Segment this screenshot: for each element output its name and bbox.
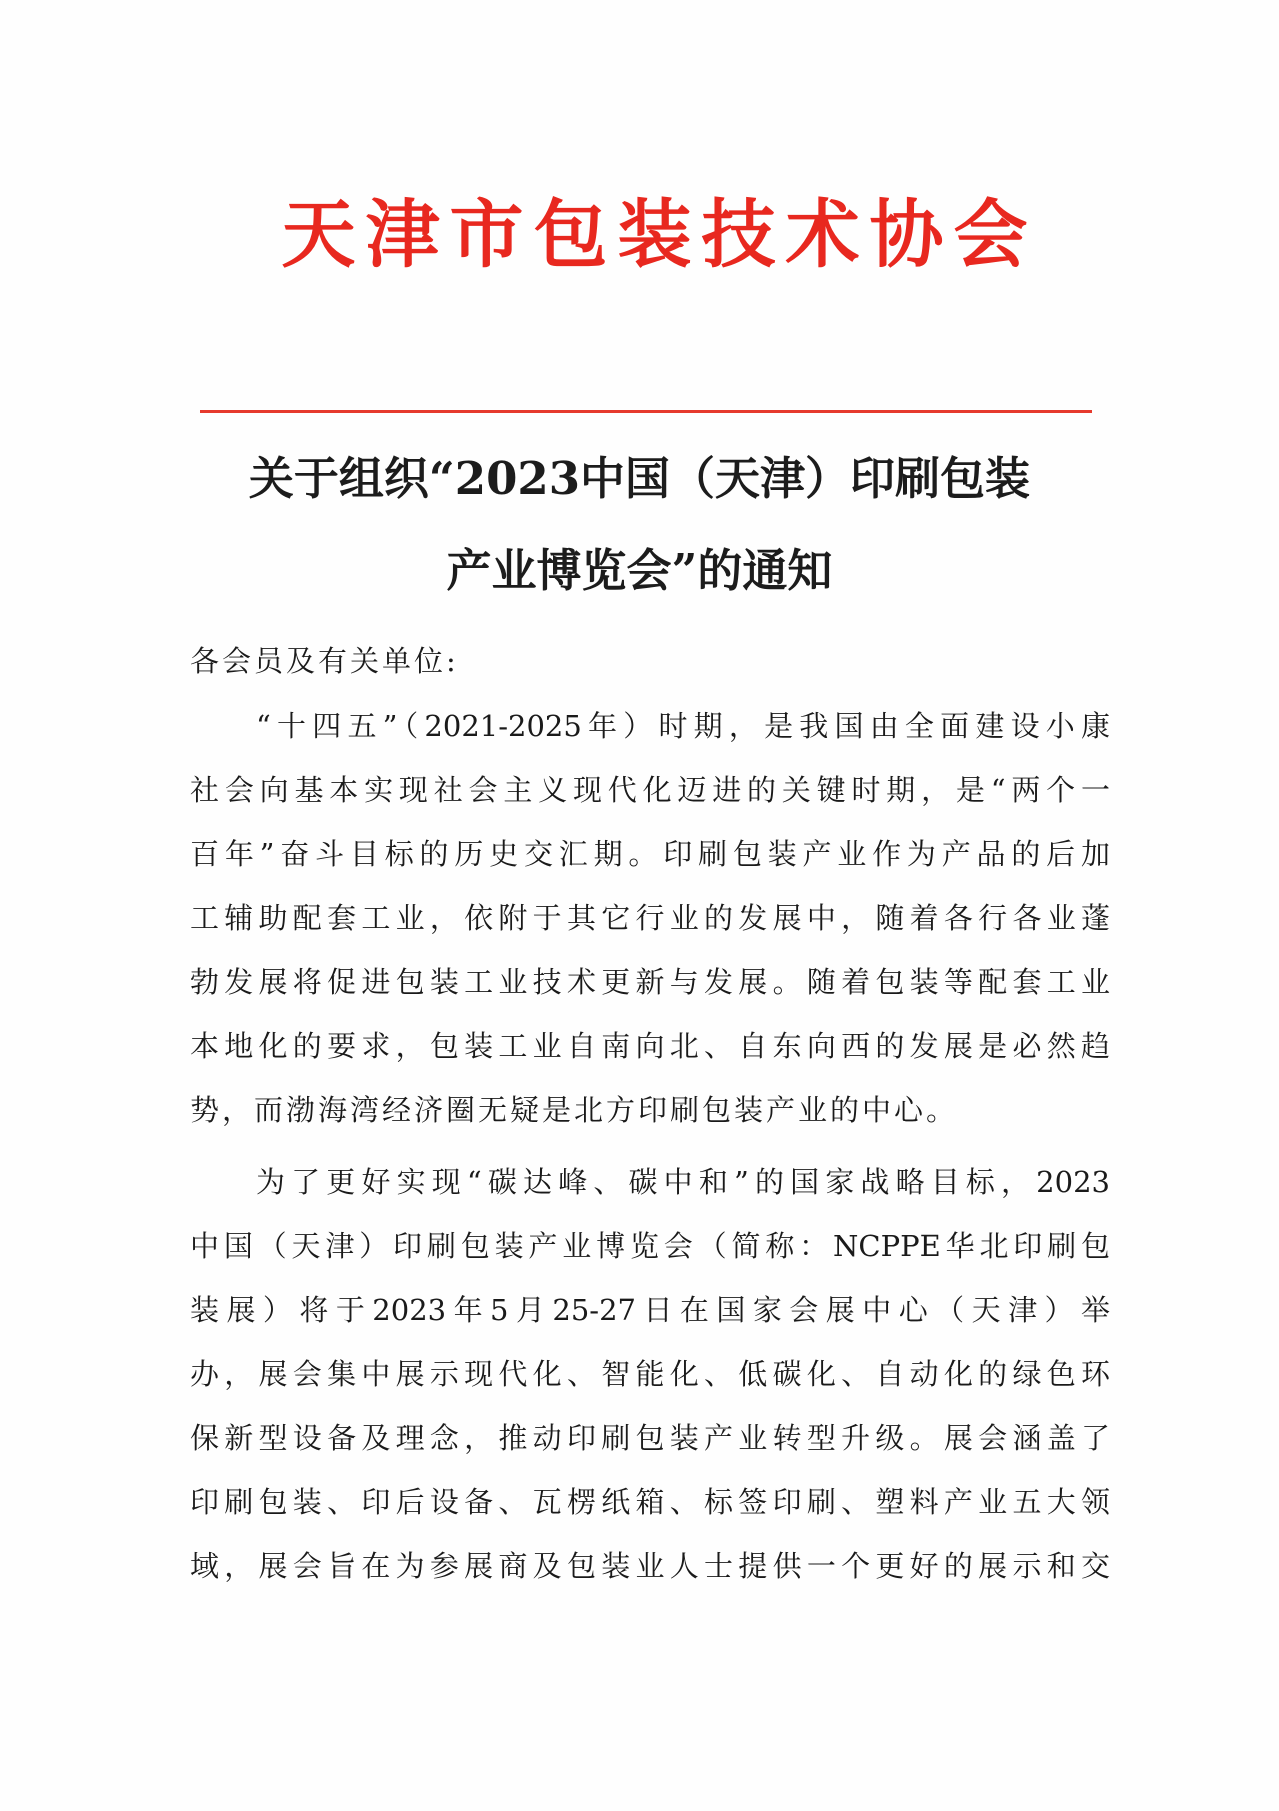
paragraph-2-line-7: 域，展会旨在为参展商及包装业人士提供一个更好的展示和交 bbox=[190, 1549, 1110, 1583]
letterhead-title: 天津市包装技术协会 bbox=[281, 192, 1038, 278]
letterhead-divider bbox=[200, 410, 1092, 413]
paragraph-1-line-3: 百年”奋斗目标的历史交汇期。印刷包装产业作为产品的后加 bbox=[190, 837, 1110, 871]
paragraph-2-line-2: 中国（天津）印刷包装产业博览会（简称：NCPPE华北印刷包 bbox=[190, 1229, 1110, 1263]
salutation: 各会员及有关单位: bbox=[190, 644, 459, 678]
paragraph-1-line-6: 本地化的要求，包装工业自南向北、自东向西的发展是必然趋 bbox=[190, 1029, 1110, 1063]
paragraph-1-line-5: 勃发展将促进包装工业技术更新与发展。随着包装等配套工业 bbox=[190, 965, 1110, 999]
paragraph-2-line-5: 保新型设备及理念，推动印刷包装产业转型升级。展会涵盖了 bbox=[190, 1421, 1110, 1455]
notice-title-line-2: 产业博览会”的通知 bbox=[446, 544, 833, 597]
paragraph-1-line-4: 工辅助配套工业，依附于其它行业的发展中，随着各行各业蓬 bbox=[190, 901, 1110, 935]
paragraph-2-line-3: 装展）将于2023年5月25-27日在国家会展中心（天津）举 bbox=[190, 1293, 1110, 1327]
paragraph-1-line-2: 社会向基本实现社会主义现代化迈进的关键时期，是“两个一 bbox=[190, 773, 1110, 807]
notice-title-line-1: 关于组织“2023中国（天津）印刷包装 bbox=[248, 452, 1031, 505]
paragraph-1-line-7: 势，而渤海湾经济圈无疑是北方印刷包装产业的中心。 bbox=[190, 1093, 959, 1127]
paragraph-2-line-1: 为了更好实现“碳达峰、碳中和”的国家战略目标，2023 bbox=[256, 1165, 1110, 1199]
paragraph-1-line-1: “十四五”（2021-2025年）时期，是我国由全面建设小康 bbox=[256, 709, 1110, 743]
paragraph-2-line-6: 印刷包装、印后设备、瓦楞纸箱、标签印刷、塑料产业五大领 bbox=[190, 1485, 1110, 1519]
paragraph-2-line-4: 办，展会集中展示现代化、智能化、低碳化、自动化的绿色环 bbox=[190, 1357, 1110, 1391]
